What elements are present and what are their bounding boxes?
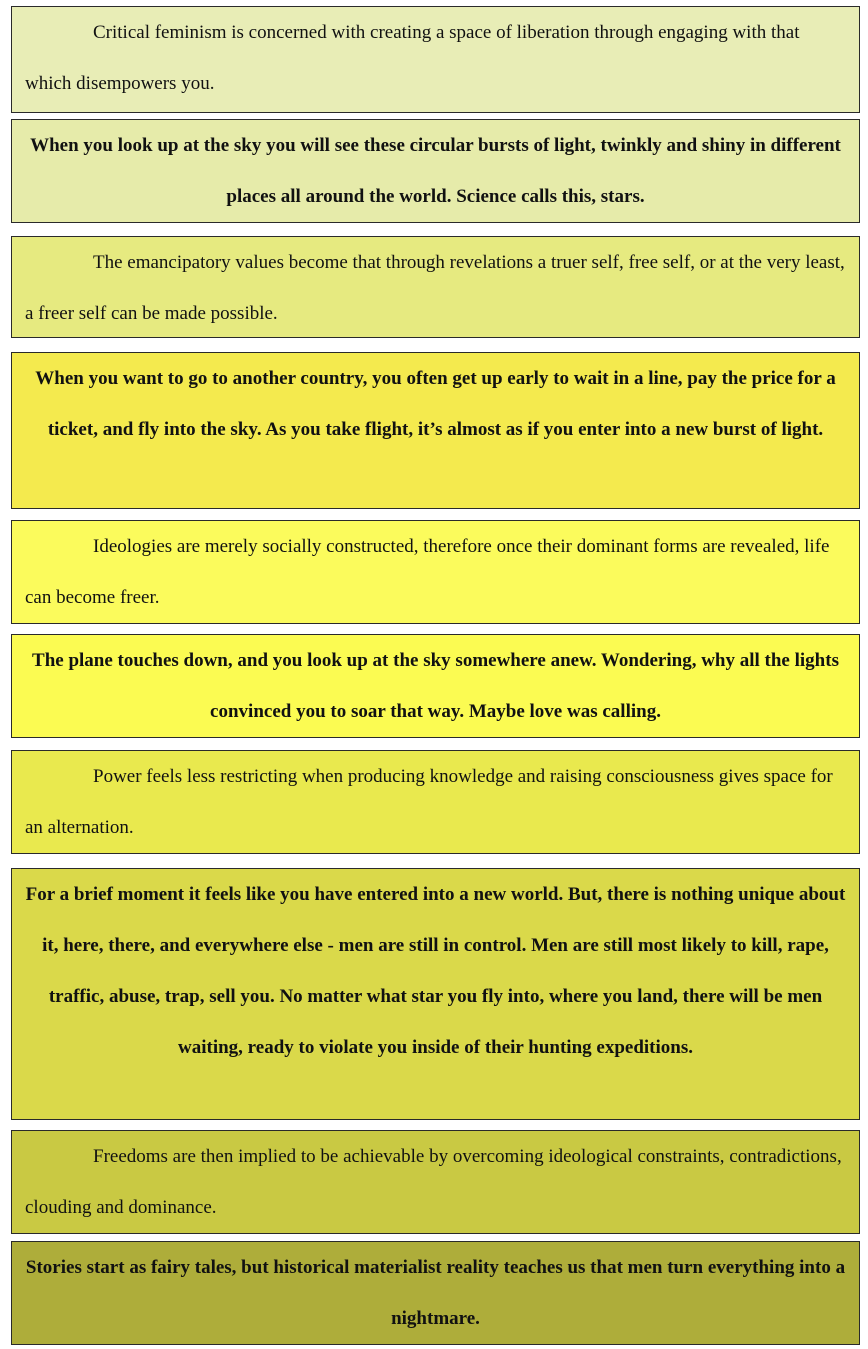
quote-block-5 <box>11 520 860 624</box>
quote-block-10 <box>11 1241 860 1345</box>
block-text: Stories start as fairy tales, but historical materialist reality teaches us that men turn everything into a nightmare. <box>25 1257 846 1329</box>
quote-block-3 <box>11 236 860 338</box>
quote-block-9 <box>11 1130 860 1234</box>
block-text: When you want to go to another country, you often get up early to wait in a line, pay the price for a ticket, and fly into the sky. As you take flight, it’s almost as if you enter into a new burst of light. <box>35 368 836 440</box>
quote-block-8 <box>11 868 860 1120</box>
block-text: Freedoms are then implied to be achievable by overcoming ideological constraints, contradictions, clouding and dominance. <box>25 1146 842 1218</box>
block-text: Power feels less restricting when producing knowledge and raising consciousness gives space for an alternation. <box>25 766 833 838</box>
block-text: Critical feminism is concerned with creating a space of liberation through engaging with that which disempowers you. <box>25 22 800 94</box>
quote-block-2 <box>11 119 860 223</box>
block-text: The plane touches down, and you look up at the sky somewhere anew. Wondering, why all the lights convinced you to soar that way. Maybe love was calling. <box>32 650 839 722</box>
block-text: Ideologies are merely socially constructed, therefore once their dominant forms are revealed, life can become freer. <box>25 536 830 608</box>
quote-block-6 <box>11 634 860 738</box>
quote-block-4 <box>11 352 860 509</box>
quote-block-1 <box>11 6 860 113</box>
block-text: When you look up at the sky you will see these circular bursts of light, twinkly and shiny in different places all around the world. Science calls this, stars. <box>30 135 841 207</box>
block-text: For a brief moment it feels like you have entered into a new world. But, there is nothing unique about it, here, there, and everywhere else - men are still in control. Men are still most likely to kill, rape, traffic, abuse, trap, sell you. No matter what star you fly into, where you land, there will be men waiting, ready to violate you inside of their hunting expeditions. <box>25 884 846 1058</box>
block-text: The emancipatory values become that through revelations a truer self, free self, or at the very least, a freer self can be made possible. <box>25 252 845 324</box>
quote-block-7 <box>11 750 860 854</box>
